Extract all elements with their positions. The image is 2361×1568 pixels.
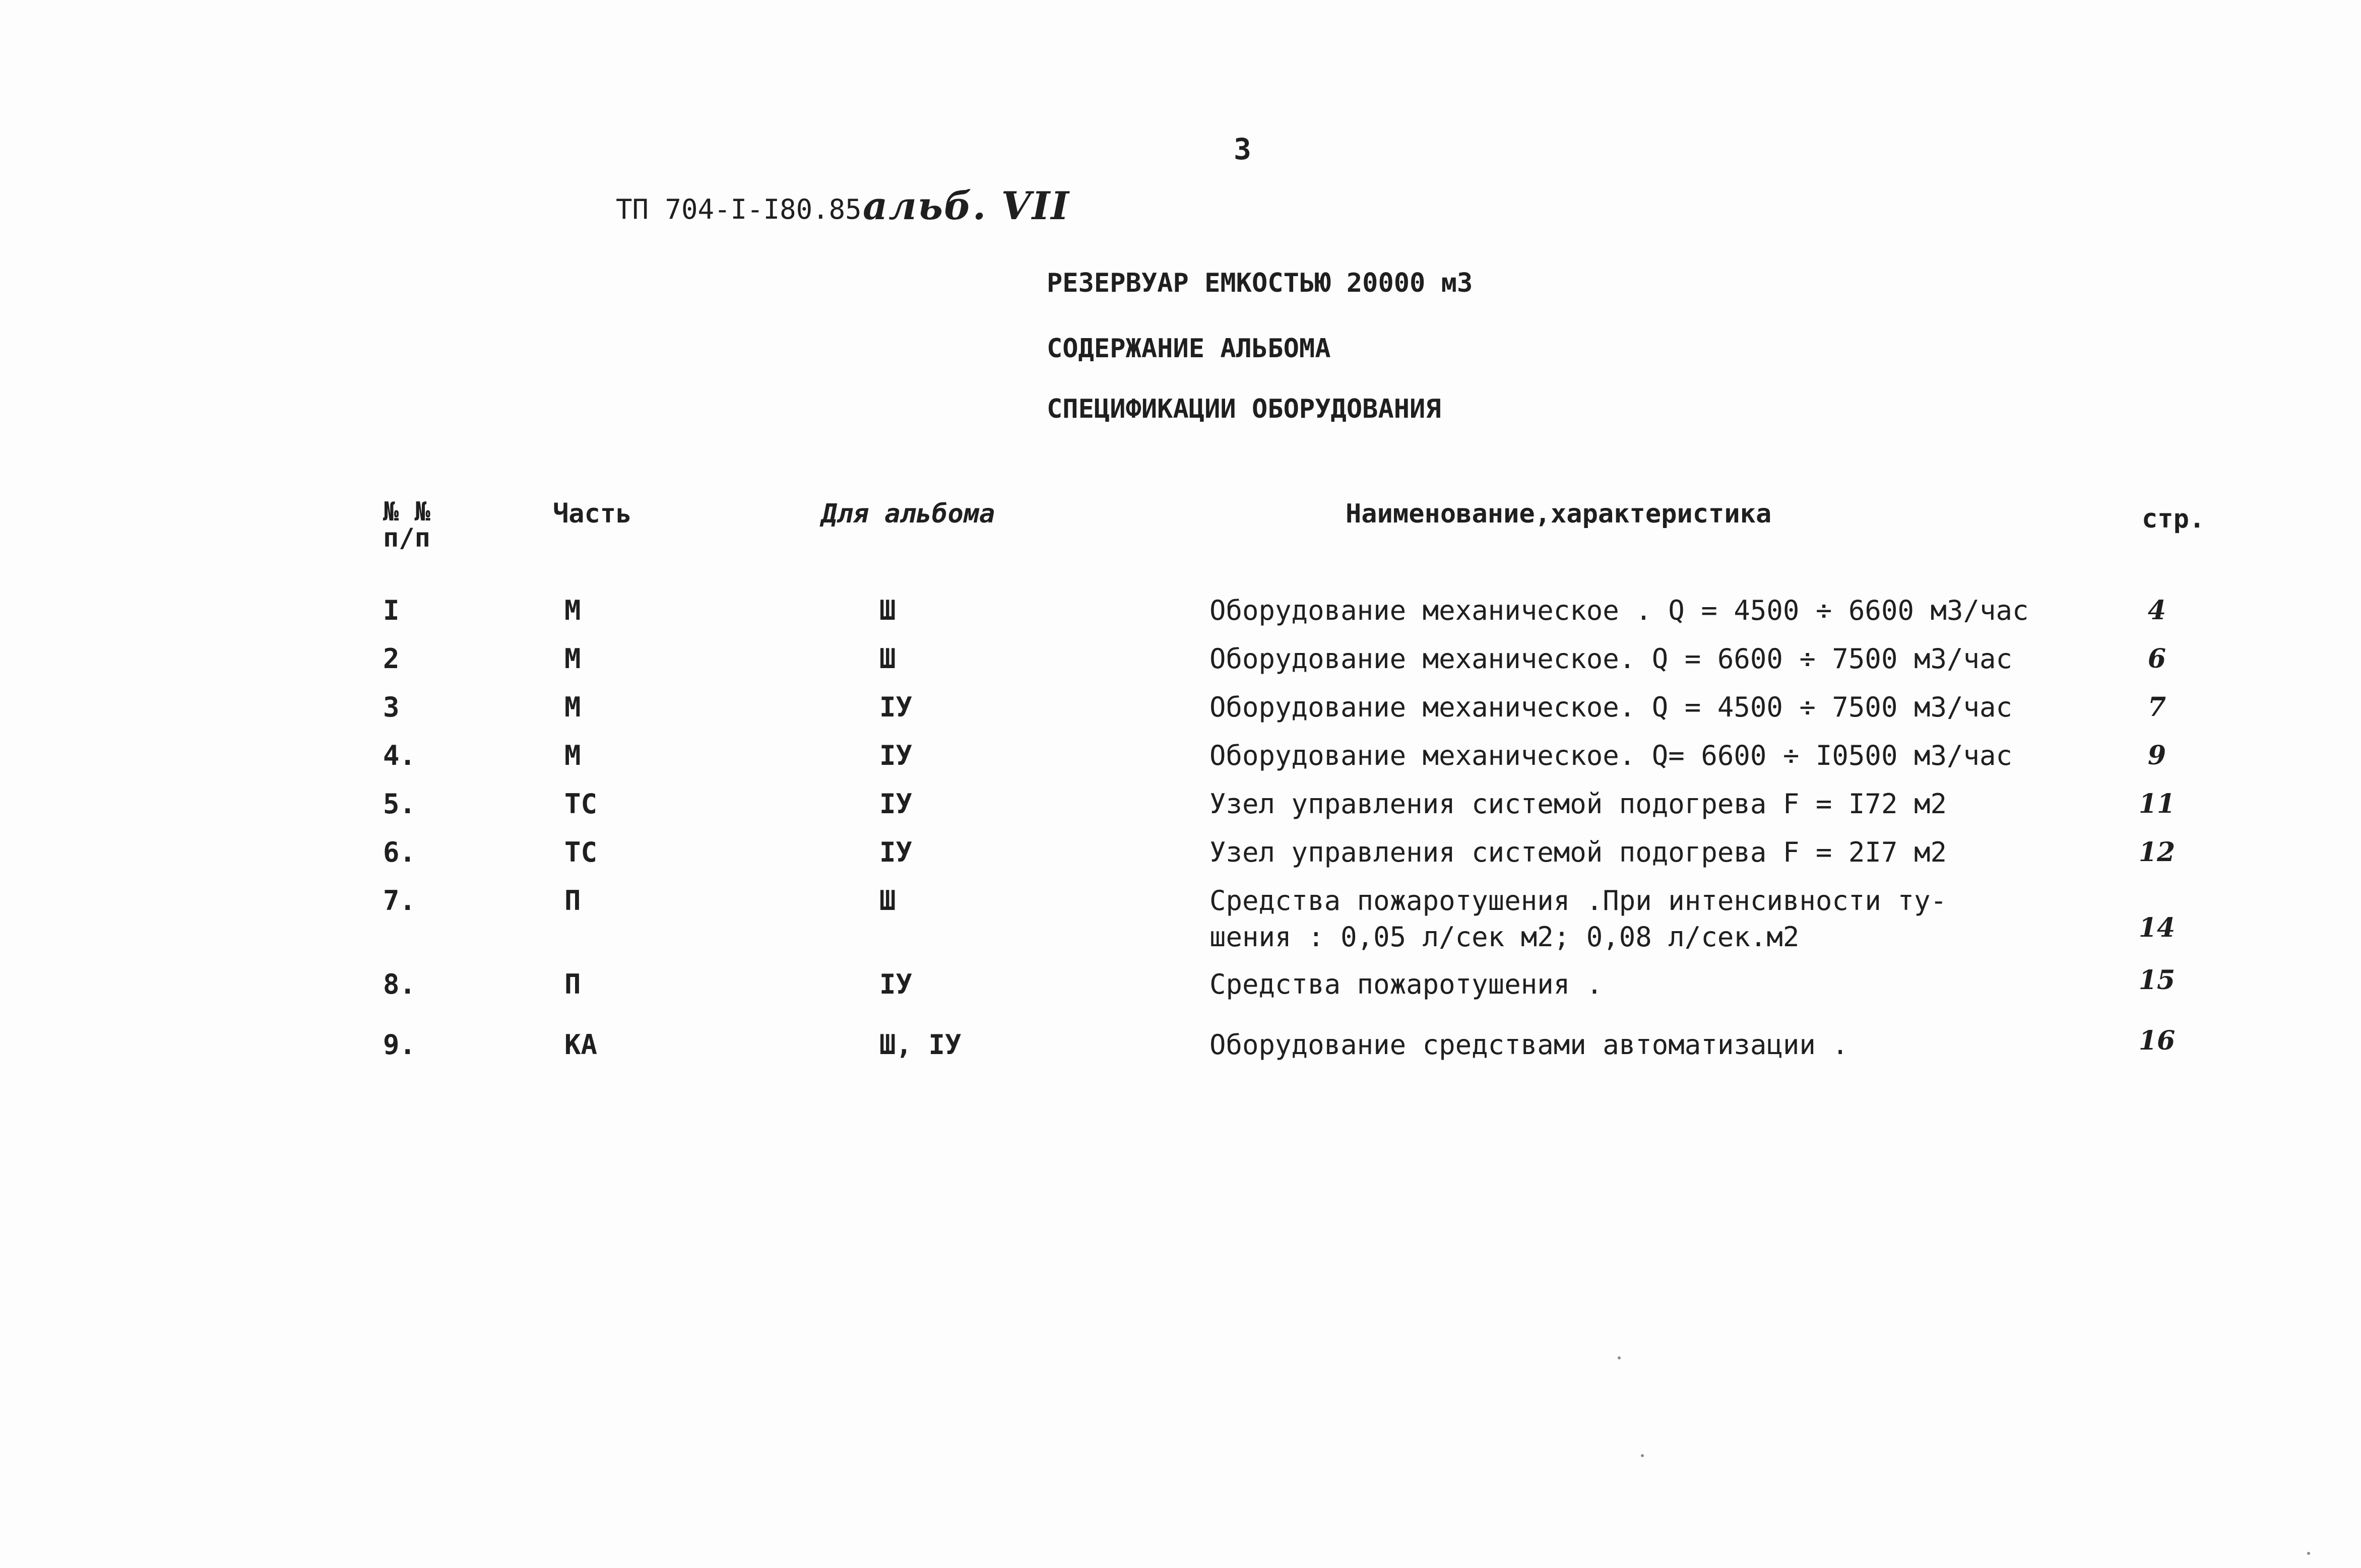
row-part: М xyxy=(564,691,581,723)
row-part: ТС xyxy=(564,836,598,868)
row-page: 16 xyxy=(2138,1025,2176,1056)
header-name: Наименование,характеристика xyxy=(1346,499,1772,529)
row-part: ТС xyxy=(564,788,598,820)
row-album: IУ xyxy=(879,691,913,723)
row-album: IУ xyxy=(879,740,913,771)
row-name: Средства пожаротушения .При интенсивности ту- шения : 0,05 л/сек м2; 0,08 л/сек.м2 xyxy=(1209,885,1947,953)
row-name: Оборудование механическое. Q = 4500 ÷ 7500 м3/час xyxy=(1209,691,2013,723)
specifications-heading: СПЕЦИФИКАЦИИ ОБОРУДОВАНИЯ xyxy=(1047,394,1441,424)
row-name: Оборудование механическое. Q = 6600 ÷ 7500 м3/час xyxy=(1209,643,2013,675)
row-album: Ш xyxy=(879,643,896,675)
row-part: М xyxy=(564,595,581,626)
scan-speck xyxy=(1618,1356,1621,1359)
row-num: 9. xyxy=(383,1029,416,1061)
row-name: Средства пожаротушения . xyxy=(1209,968,1603,1000)
row-page: 15 xyxy=(2138,965,2176,996)
row-page: 9 xyxy=(2147,740,2166,771)
row-page: 6 xyxy=(2147,643,2166,674)
row-num: 6. xyxy=(383,836,416,868)
row-album: Ш xyxy=(879,595,896,626)
row-album: IУ xyxy=(879,836,913,868)
header-num: № № п/п xyxy=(383,497,430,553)
row-name: Узел управления системой подогрева F = I72 м2 xyxy=(1209,788,1947,820)
row-page: 7 xyxy=(2147,692,2166,723)
document-title: РЕЗЕРВУАР ЕМКОСТЬЮ 20000 м3 xyxy=(1047,268,1473,298)
header-part: Часть xyxy=(553,499,632,529)
row-num: 4. xyxy=(383,740,416,771)
row-part: П xyxy=(564,885,581,917)
row-part: КА xyxy=(564,1029,598,1061)
row-name: Оборудование средствами автоматизации . xyxy=(1209,1029,1848,1061)
row-part: П xyxy=(564,968,581,1000)
row-num: 5. xyxy=(383,788,416,820)
row-part: М xyxy=(564,643,581,675)
row-page: 4 xyxy=(2147,595,2166,626)
row-page: 14 xyxy=(2138,912,2176,943)
row-album: Ш xyxy=(879,885,896,917)
row-num: 7. xyxy=(383,885,416,917)
page-number: 3 xyxy=(1234,132,1251,166)
row-num: 8. xyxy=(383,968,416,1000)
row-part: М xyxy=(564,740,581,771)
document-code: ТП 704-I-I80.85 xyxy=(616,193,862,225)
header-album: Для альбома xyxy=(821,499,995,529)
row-num: I xyxy=(383,595,400,626)
row-name: Оборудование механическое. Q= 6600 ÷ I0500 м3/час xyxy=(1209,740,2013,771)
row-name: Оборудование механическое . Q = 4500 ÷ 6600 м3/час xyxy=(1209,595,2029,626)
header-page: стр. xyxy=(2142,504,2205,534)
row-album: IУ xyxy=(879,968,913,1000)
row-page: 11 xyxy=(2138,789,2176,819)
row-num: 3 xyxy=(383,691,400,723)
row-album: Ш, IУ xyxy=(879,1029,962,1061)
scan-speck xyxy=(1641,1454,1644,1457)
row-album: IУ xyxy=(879,788,913,820)
row-page: 12 xyxy=(2138,837,2176,868)
row-name: Узел управления системой подогрева F = 2I7 м2 xyxy=(1209,836,1947,868)
scan-speck xyxy=(2307,1552,2310,1555)
row-num: 2 xyxy=(383,643,400,675)
contents-heading: СОДЕРЖАНИЕ АЛЬБОМА xyxy=(1047,334,1331,364)
album-handwritten-mark: альб. VII xyxy=(863,183,1070,228)
